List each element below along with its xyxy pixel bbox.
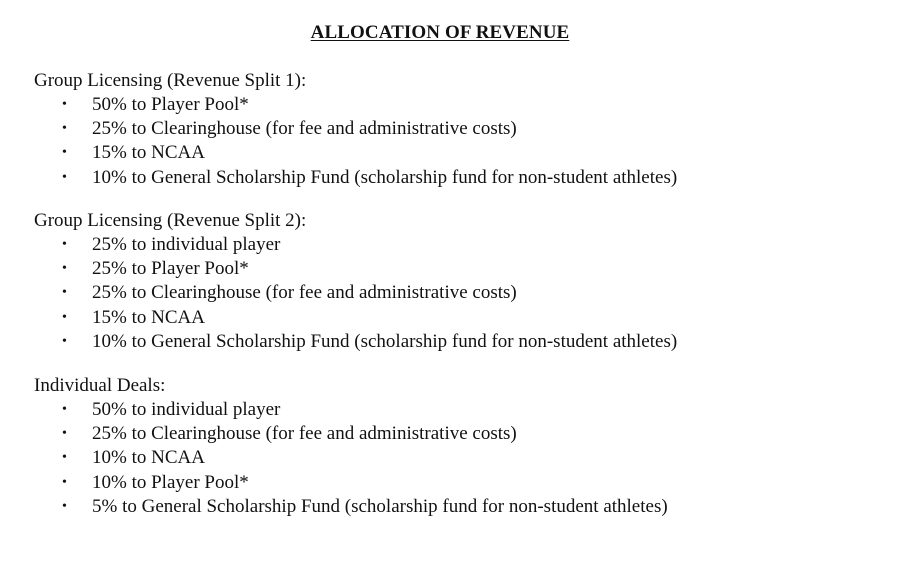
list-item — [34, 93, 874, 117]
list-item — [34, 495, 874, 519]
bullet-icon: • — [62, 333, 67, 349]
list-item — [34, 233, 874, 257]
list-item-text: 25% to Clearinghouse (for fee and administrative costs) — [92, 118, 517, 140]
section-heading: Group Licensing (Revenue Split 2): — [34, 210, 307, 231]
bullet-icon: • — [62, 474, 67, 490]
list-item-text: 10% to Player Pool* — [92, 471, 249, 493]
bullet-icon: • — [62, 498, 67, 514]
bullet-list — [34, 233, 874, 354]
list-item-text: 10% to NCAA — [92, 447, 205, 469]
list-item-text: 5% to General Scholarship Fund (scholarship fund for non-student athletes) — [92, 495, 668, 517]
list-item — [34, 257, 874, 281]
list-item-text: 15% to NCAA — [92, 306, 205, 328]
list-item — [34, 166, 874, 190]
bullet-list — [34, 93, 874, 190]
list-item — [34, 422, 874, 446]
section-heading: Individual Deals: — [34, 375, 166, 396]
list-item-text: 50% to individual player — [92, 399, 281, 420]
bullet-icon: • — [62, 285, 67, 301]
bullet-icon: • — [62, 261, 67, 277]
list-item — [34, 306, 874, 330]
bullet-icon: • — [62, 121, 67, 137]
bullet-icon: • — [62, 97, 67, 112]
section-individual-deals — [34, 374, 874, 519]
bullet-icon: • — [62, 169, 67, 185]
bullet-icon: • — [62, 450, 67, 466]
section-heading: Group Licensing (Revenue Split 1): — [34, 70, 307, 91]
list-item-text: 10% to General Scholarship Fund (scholarship fund for non-student athletes) — [92, 330, 678, 352]
list-item-text: 15% to NCAA — [92, 142, 205, 164]
bullet-list — [34, 398, 874, 519]
list-item — [34, 117, 874, 141]
list-item-text: 50% to Player Pool* — [92, 94, 249, 115]
list-item-text: 25% to Clearinghouse (for fee and administrative costs) — [92, 423, 517, 445]
section-group-licensing-split-2 — [34, 209, 874, 354]
bullet-icon: • — [62, 426, 67, 442]
list-item — [34, 471, 874, 495]
list-item — [34, 330, 874, 354]
list-item — [34, 281, 874, 305]
section-group-licensing-split-1 — [34, 69, 874, 190]
list-item — [34, 398, 874, 422]
list-item — [34, 141, 874, 165]
list-item-text: 10% to General Scholarship Fund (scholarship fund for non-student athletes) — [92, 166, 678, 188]
document-title: ALLOCATION OF REVENUE — [310, 22, 570, 43]
list-item-text: 25% to individual player — [92, 234, 281, 255]
list-item-text: 25% to Player Pool* — [92, 258, 249, 280]
bullet-icon: • — [62, 145, 67, 161]
bullet-icon: • — [62, 309, 67, 325]
bullet-icon: • — [62, 237, 67, 252]
bullet-icon: • — [62, 402, 67, 417]
list-item-text: 25% to Clearinghouse (for fee and administrative costs) — [92, 282, 517, 304]
list-item — [34, 446, 874, 470]
